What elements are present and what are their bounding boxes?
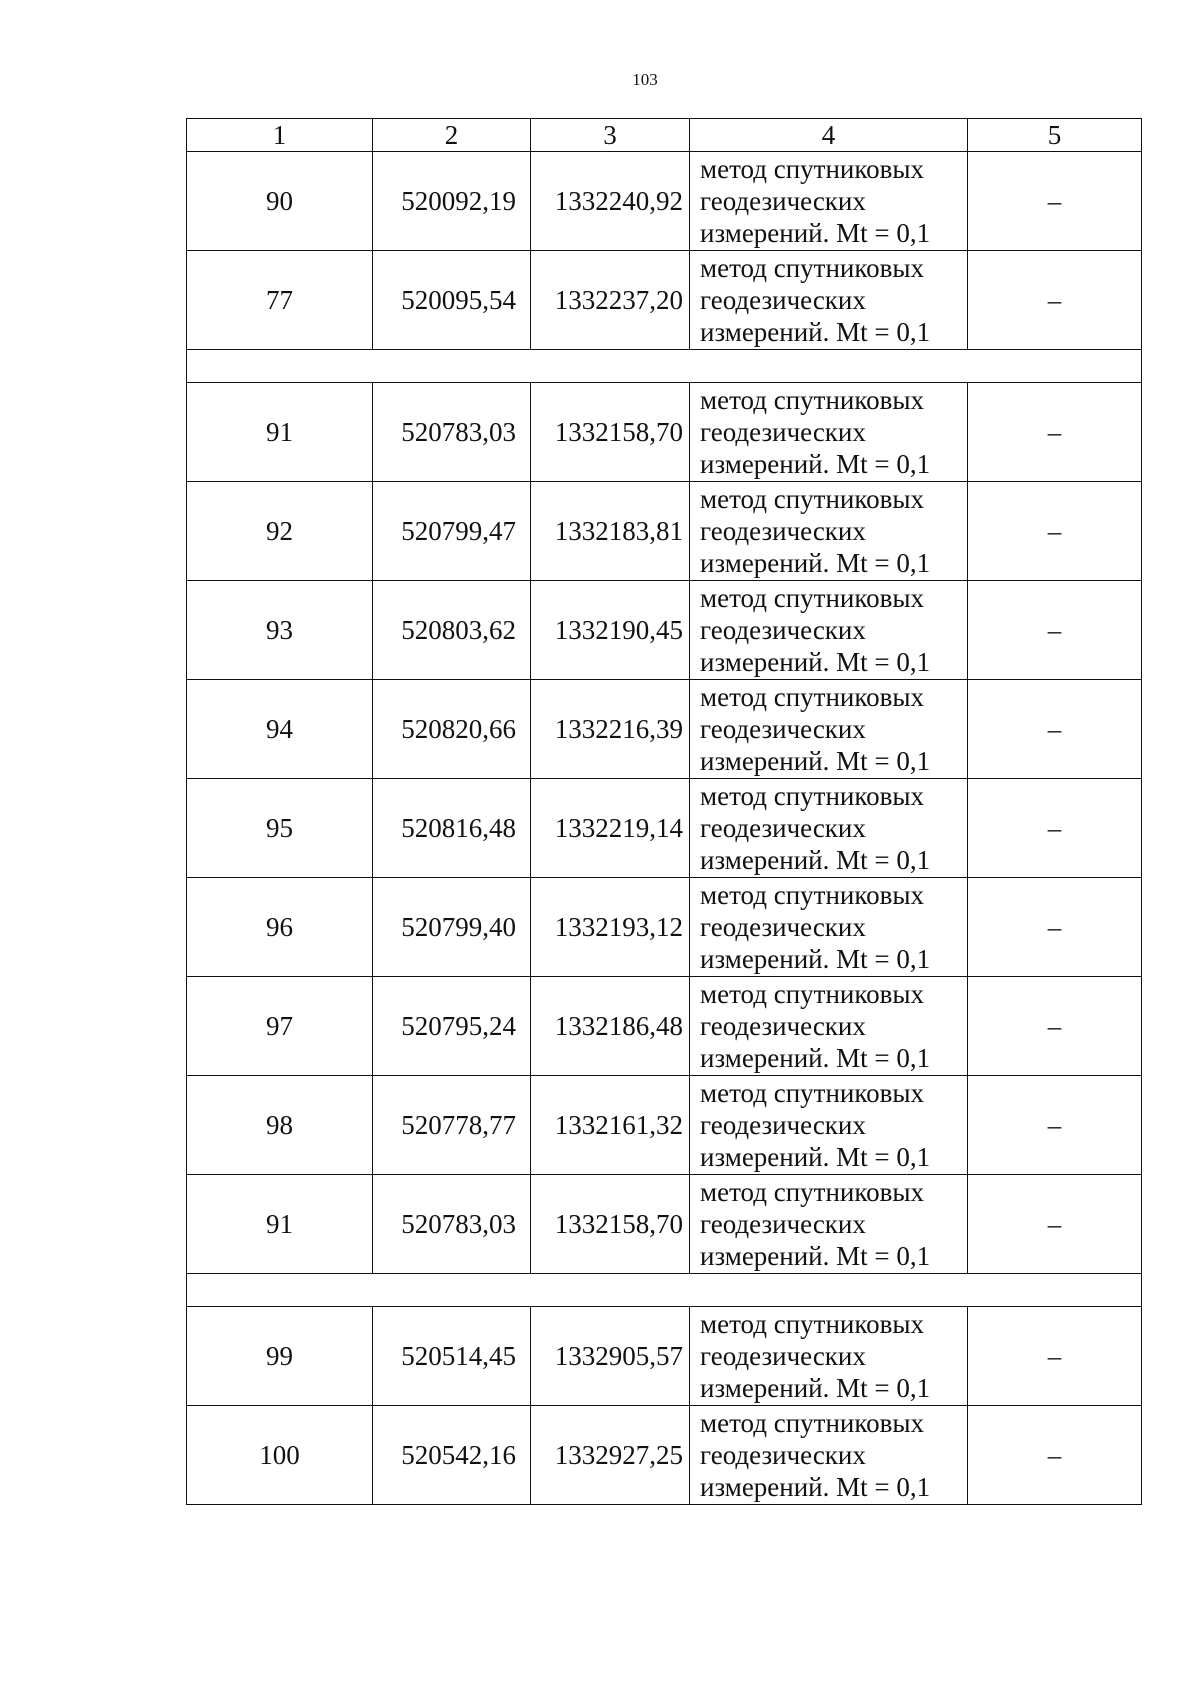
method-cell (690, 1175, 968, 1274)
column-header-5: 5 (968, 119, 1142, 152)
method-text-line: измерений. Mt = 0,1 (700, 944, 931, 974)
column-5-cell: – (968, 1307, 1142, 1406)
method-cell (690, 878, 968, 977)
method-text-line: измерений. Mt = 0,1 (700, 1373, 931, 1403)
point-number-cell: 91 (187, 1175, 373, 1274)
method-text-line: геодезических (700, 912, 866, 942)
table-row (187, 1076, 1142, 1175)
x-coordinate-cell: 520092,19 (373, 152, 531, 251)
column-header-2: 2 (373, 119, 531, 152)
method-cell (690, 779, 968, 878)
point-number-cell: 99 (187, 1307, 373, 1406)
method-text-line: метод спутниковых (700, 781, 924, 811)
table-row (187, 1406, 1142, 1505)
table-row (187, 1175, 1142, 1274)
point-number-cell: 93 (187, 581, 373, 680)
method-text-line: геодезических (700, 417, 866, 447)
method-cell (690, 977, 968, 1076)
table-row (187, 152, 1142, 251)
method-text-line: геодезических (700, 516, 866, 546)
method-cell (690, 680, 968, 779)
table-row (187, 779, 1142, 878)
point-number-cell: 97 (187, 977, 373, 1076)
method-cell (690, 251, 968, 350)
table-row (187, 680, 1142, 779)
column-5-cell: – (968, 1175, 1142, 1274)
method-text-line: измерений. Mt = 0,1 (700, 647, 931, 677)
point-number-cell: 91 (187, 383, 373, 482)
method-text-line: геодезических (700, 1440, 866, 1470)
method-text-line: измерений. Mt = 0,1 (700, 746, 931, 776)
x-coordinate-cell: 520095,54 (373, 251, 531, 350)
coordinates-table-body (187, 119, 1142, 1505)
method-cell (690, 581, 968, 680)
y-coordinate-cell: 1332183,81 (531, 482, 690, 581)
y-coordinate-cell: 1332237,20 (531, 251, 690, 350)
method-text-line: измерений. Mt = 0,1 (700, 1472, 931, 1502)
column-5-cell: – (968, 482, 1142, 581)
method-text-line: метод спутниковых (700, 979, 924, 1009)
y-coordinate-cell: 1332161,32 (531, 1076, 690, 1175)
column-5-cell: – (968, 251, 1142, 350)
method-text-line: метод спутниковых (700, 1177, 924, 1207)
method-text-line: геодезических (700, 186, 866, 216)
method-text-line: геодезических (700, 1011, 866, 1041)
x-coordinate-cell: 520542,16 (373, 1406, 531, 1505)
y-coordinate-cell: 1332905,57 (531, 1307, 690, 1406)
method-text-line: измерений. Mt = 0,1 (700, 218, 931, 248)
group-separator-cell (187, 1274, 1142, 1307)
method-text-line: геодезических (700, 285, 866, 315)
method-text-line: метод спутниковых (700, 1078, 924, 1108)
method-text-line: геодезических (700, 1209, 866, 1239)
method-text-line: метод спутниковых (700, 583, 924, 613)
table-header-row (187, 119, 1142, 152)
column-header-3: 3 (531, 119, 690, 152)
column-5-cell: – (968, 779, 1142, 878)
method-text-line: метод спутниковых (700, 154, 924, 184)
method-text-line: измерений. Mt = 0,1 (700, 845, 931, 875)
method-text-line: измерений. Mt = 0,1 (700, 1241, 931, 1271)
table-row (187, 1307, 1142, 1406)
method-text-line: измерений. Mt = 0,1 (700, 317, 931, 347)
column-5-cell: – (968, 1076, 1142, 1175)
table-row (187, 251, 1142, 350)
method-text-line: измерений. Mt = 0,1 (700, 548, 931, 578)
point-number-cell: 77 (187, 251, 373, 350)
method-text-line: метод спутниковых (700, 484, 924, 514)
page-number: 103 (632, 70, 658, 89)
column-5-cell: – (968, 581, 1142, 680)
y-coordinate-cell: 1332219,14 (531, 779, 690, 878)
x-coordinate-cell: 520778,77 (373, 1076, 531, 1175)
table-row (187, 482, 1142, 581)
method-text-line: метод спутниковых (700, 253, 924, 283)
method-cell (690, 1406, 968, 1505)
column-5-cell: – (968, 878, 1142, 977)
method-cell (690, 482, 968, 581)
column-5-cell: – (968, 680, 1142, 779)
method-text-line: метод спутниковых (700, 682, 924, 712)
column-5-cell: – (968, 977, 1142, 1076)
y-coordinate-cell: 1332158,70 (531, 383, 690, 482)
method-cell (690, 1307, 968, 1406)
y-coordinate-cell: 1332927,25 (531, 1406, 690, 1505)
point-number-cell: 95 (187, 779, 373, 878)
group-separator-row (187, 350, 1142, 383)
method-cell (690, 1076, 968, 1175)
method-cell (690, 152, 968, 251)
method-text-line: геодезических (700, 1341, 866, 1371)
column-header-1: 1 (187, 119, 373, 152)
method-cell (690, 383, 968, 482)
group-separator-cell (187, 350, 1142, 383)
column-5-cell: – (968, 383, 1142, 482)
method-text-line: метод спутниковых (700, 880, 924, 910)
table-row (187, 878, 1142, 977)
x-coordinate-cell: 520783,03 (373, 1175, 531, 1274)
point-number-cell: 90 (187, 152, 373, 251)
method-text-line: измерений. Mt = 0,1 (700, 449, 931, 479)
x-coordinate-cell: 520795,24 (373, 977, 531, 1076)
table-row (187, 581, 1142, 680)
coordinates-table (186, 118, 1142, 1505)
y-coordinate-cell: 1332216,39 (531, 680, 690, 779)
group-separator-row (187, 1274, 1142, 1307)
x-coordinate-cell: 520799,47 (373, 482, 531, 581)
table-row (187, 977, 1142, 1076)
method-text-line: измерений. Mt = 0,1 (700, 1043, 931, 1073)
table-row (187, 383, 1142, 482)
x-coordinate-cell: 520820,66 (373, 680, 531, 779)
y-coordinate-cell: 1332190,45 (531, 581, 690, 680)
y-coordinate-cell: 1332186,48 (531, 977, 690, 1076)
method-text-line: геодезических (700, 813, 866, 843)
method-text-line: измерений. Mt = 0,1 (700, 1142, 931, 1172)
point-number-cell: 92 (187, 482, 373, 581)
y-coordinate-cell: 1332240,92 (531, 152, 690, 251)
point-number-cell: 98 (187, 1076, 373, 1175)
y-coordinate-cell: 1332158,70 (531, 1175, 690, 1274)
column-header-4: 4 (690, 119, 968, 152)
x-coordinate-cell: 520803,62 (373, 581, 531, 680)
x-coordinate-cell: 520783,03 (373, 383, 531, 482)
point-number-cell: 96 (187, 878, 373, 977)
method-text-line: геодезических (700, 714, 866, 744)
method-text-line: геодезических (700, 615, 866, 645)
method-text-line: геодезических (700, 1110, 866, 1140)
method-text-line: метод спутниковых (700, 1408, 924, 1438)
method-text-line: метод спутниковых (700, 385, 924, 415)
point-number-cell: 94 (187, 680, 373, 779)
column-5-cell: – (968, 1406, 1142, 1505)
x-coordinate-cell: 520816,48 (373, 779, 531, 878)
method-text-line: метод спутниковых (700, 1309, 924, 1339)
x-coordinate-cell: 520799,40 (373, 878, 531, 977)
column-5-cell: – (968, 152, 1142, 251)
y-coordinate-cell: 1332193,12 (531, 878, 690, 977)
point-number-cell: 100 (187, 1406, 373, 1505)
x-coordinate-cell: 520514,45 (373, 1307, 531, 1406)
